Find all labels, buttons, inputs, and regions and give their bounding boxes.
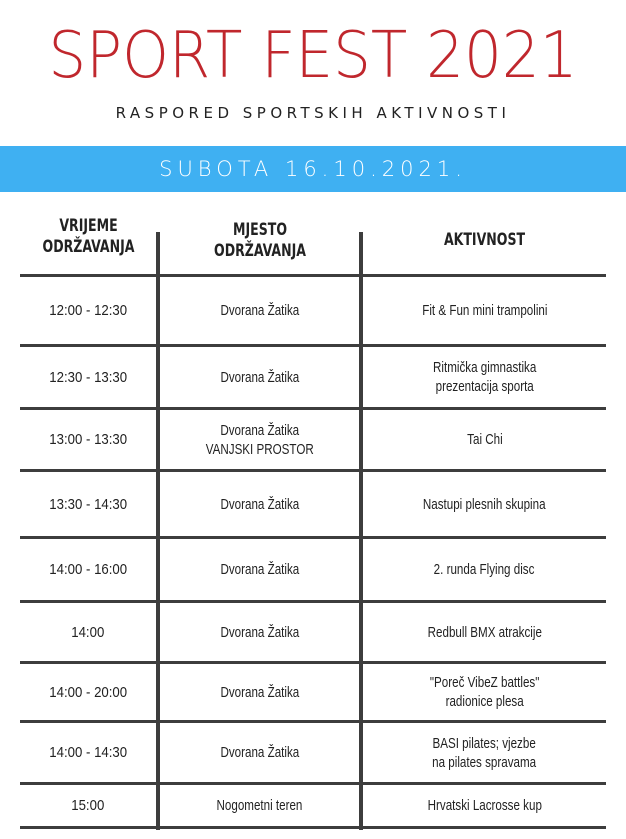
- place-text: Dvorana Žatika: [220, 495, 299, 513]
- activity-cell: [363, 277, 606, 344]
- activity-text: Tai Chi: [466, 431, 503, 448]
- activity-text: Nastupi plesnih skupina: [423, 495, 546, 513]
- time-text: 15:00: [71, 797, 105, 814]
- activity-text: Redbull BMX atrakcije: [427, 623, 542, 641]
- activity-text: 2. runda Flying disc: [434, 561, 535, 578]
- activity-text: na pilates spravama: [432, 753, 537, 771]
- place-cell: [160, 472, 359, 536]
- place-text: Dvorana Žatika: [220, 683, 299, 701]
- time-cell: [20, 723, 156, 782]
- activity-cell: [363, 410, 606, 469]
- time-text: 13:30 - 14:30: [49, 495, 127, 513]
- header-time-line-2: ODRŽAVANJA: [42, 237, 135, 257]
- activity-cell: [363, 603, 606, 661]
- activity-text: "Poreč VibeZ battles": [429, 674, 540, 691]
- activity-cell: [363, 347, 606, 407]
- place-cell: [160, 603, 359, 661]
- place-text: Dvorana Žatika: [220, 561, 299, 578]
- place-cell: [160, 723, 359, 782]
- activity-text: Hrvatski Lacrosse kup: [427, 797, 542, 814]
- time-cell: [20, 664, 156, 720]
- day-banner: SUBOTA 16.10.2021.: [0, 146, 626, 192]
- page-title: SPORT FEST 2021: [48, 19, 578, 93]
- time-text: 14:00 - 16:00: [49, 561, 127, 578]
- header-place: [179, 220, 341, 262]
- time-cell: [20, 277, 156, 344]
- activity-cell: [363, 723, 606, 782]
- place-text: VANJSKI PROSTOR: [205, 440, 314, 458]
- place-cell: [160, 410, 359, 469]
- time-text: 14:00 - 14:30: [49, 744, 127, 761]
- time-cell: [20, 785, 156, 826]
- time-text: 12:00 - 12:30: [49, 302, 127, 319]
- place-text: Dvorana Žatika: [220, 744, 299, 761]
- place-cell: [160, 785, 359, 826]
- header-place-line-2: ODRŽAVANJA: [214, 241, 306, 261]
- activity-text: radionice plesa: [445, 693, 524, 710]
- place-cell: [160, 347, 359, 407]
- header-time-line-1: VRIJEME: [59, 216, 118, 236]
- time-text: 14:00 - 20:00: [49, 683, 127, 701]
- header-activity: [385, 230, 584, 251]
- place-cell: [160, 277, 359, 344]
- activity-text: Fit & Fun mini trampolini: [421, 302, 548, 319]
- place-cell: [160, 539, 359, 600]
- activity-cell: [363, 785, 606, 826]
- place-text: Dvorana Žatika: [220, 421, 299, 439]
- place-text: Nogometni teren: [216, 797, 303, 814]
- place-text: Dvorana Žatika: [220, 623, 299, 641]
- activity-cell: [363, 539, 606, 600]
- time-text: 13:00 - 13:30: [49, 431, 127, 448]
- activity-text: Ritmička gimnastika: [432, 359, 537, 376]
- time-cell: [20, 603, 156, 661]
- time-text: 14:00: [71, 623, 105, 641]
- row-divider: [20, 826, 606, 829]
- time-cell: [20, 410, 156, 469]
- header-place-line-1: MJESTO: [233, 220, 287, 240]
- time-text: 12:30 - 13:30: [49, 368, 127, 386]
- place-cell: [160, 664, 359, 720]
- activity-text: BASI pilates; vjezbe: [432, 734, 537, 752]
- time-cell: [20, 347, 156, 407]
- header-activity-line-1: AKTIVNOST: [443, 230, 526, 250]
- time-cell: [20, 539, 156, 600]
- time-cell: [20, 472, 156, 536]
- activity-cell: [363, 472, 606, 536]
- place-text: Dvorana Žatika: [220, 368, 299, 386]
- activity-text: prezentacija sporta: [435, 378, 534, 395]
- header-time: [32, 216, 144, 258]
- activity-cell: [363, 664, 606, 720]
- place-text: Dvorana Žatika: [220, 302, 299, 319]
- page-subtitle: RASPORED SPORTSKIH AKTIVNOSTI: [115, 104, 511, 122]
